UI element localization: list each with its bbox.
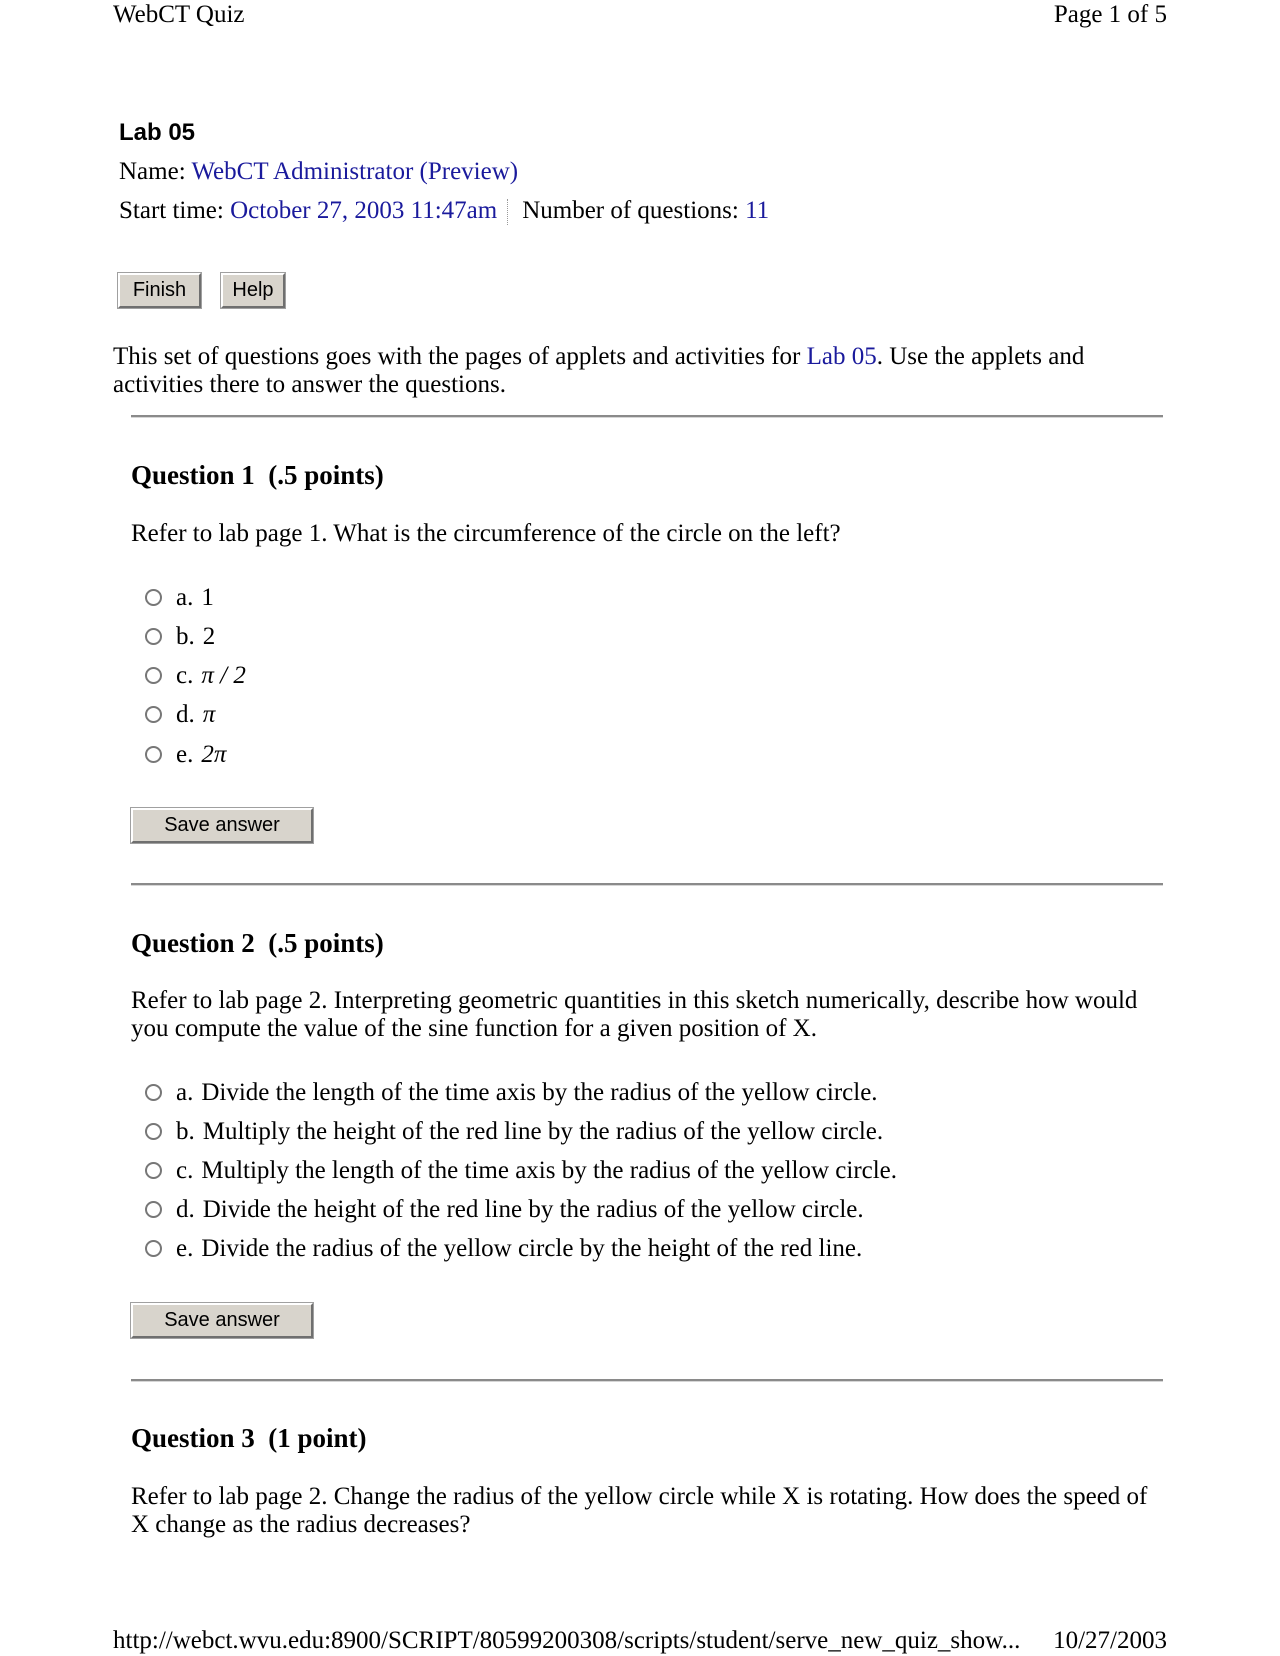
radio-button[interactable] [145,589,162,606]
start-time-line [119,196,769,226]
name-label: Name: [119,158,186,185]
choice-text: π / 2 [201,662,246,689]
question-count-value: 11 [745,197,770,224]
divider [131,883,1163,886]
radio-button[interactable] [145,1201,162,1218]
choice-letter: c. [176,1157,194,1184]
help-button[interactable]: Help [221,273,285,308]
name-value: WebCT Administrator (Preview) [191,158,519,185]
radio-button[interactable] [145,746,162,763]
print-header-title: WebCT Quiz [113,1,245,28]
choice-letter: b. [176,1118,195,1145]
question-3-heading: Question 3 (1 point) [131,1423,367,1453]
choice-text: 2 [202,623,216,650]
choice-text: Multiply the height of the red line by the radius of the yellow circle. [202,1118,884,1145]
question-2-choice-a[interactable] [145,1078,878,1108]
choice-letter: e. [176,741,194,768]
choice-letter: d. [176,701,195,728]
choice-text: Multiply the length of the time axis by the radius of the yellow circle. [201,1157,898,1184]
choice-text: 2π [201,741,227,768]
choice-letter: b. [176,623,195,650]
print-footer-url: http://webct.wvu.edu:8900/SCRIPT/80599200308/scripts/student/serve_new_quiz_show... [113,1627,1021,1654]
student-name-line [119,157,518,187]
choice-text: Divide the radius of the yellow circle by the height of the red line. [201,1235,863,1262]
question-2-choice-c[interactable] [145,1156,897,1186]
question-1-choice-a[interactable] [145,583,214,613]
quiz-title: Lab 05 [119,119,196,146]
question-2-choice-e[interactable] [145,1234,862,1264]
radio-button[interactable] [145,1162,162,1179]
question-2-text: Refer to lab page 2. Interpreting geometric quantities in this sketch numerically, describe how would you compute the value of the sine function for a given position of X. [131,987,1138,1042]
radio-button[interactable] [145,628,162,645]
choice-text: Divide the length of the time axis by the radius of the yellow circle. [201,1079,878,1106]
question-1-choice-b[interactable] [145,622,215,652]
choice-text: π [202,701,216,728]
divider [131,1379,1163,1382]
finish-button[interactable]: Finish [118,273,201,308]
instructions-text-after: . Use the applets and activities there to answer the questions. [113,343,1085,398]
question-2-save-answer-button[interactable]: Save answer [131,1303,313,1338]
choice-text: Divide the height of the red line by the radius of the yellow circle. [202,1196,864,1223]
question-count-label: Number of questions: [522,197,739,224]
question-2-choice-b[interactable] [145,1117,883,1147]
lab-05-link[interactable]: Lab 05 [806,343,877,370]
divider [131,415,1163,418]
print-header-page-number: Page 1 of 5 [1053,1,1167,28]
choice-letter: d. [176,1196,195,1223]
print-footer-date: 10/27/2003 [1053,1627,1167,1654]
choice-letter: a. [176,1079,194,1106]
radio-button[interactable] [145,667,162,684]
question-3-text: Refer to lab page 2. Change the radius of the yellow circle while X is rotating. How does the speed of X change as the radius decreases? [131,1483,1148,1538]
radio-button[interactable] [145,706,162,723]
question-2-heading: Question 2 (.5 points) [131,928,384,958]
question-1-save-answer-button[interactable]: Save answer [131,808,313,843]
start-time-value: October 27, 2003 11:47am [230,197,498,224]
start-time-label: Start time: [119,197,224,224]
choice-letter: a. [176,584,194,611]
radio-button[interactable] [145,1240,162,1257]
choice-letter: c. [176,662,194,689]
question-1-text: Refer to lab page 1. What is the circumference of the circle on the left? [131,520,841,547]
question-1-heading: Question 1 (.5 points) [131,460,384,490]
choice-letter: e. [176,1235,194,1262]
question-2-choice-d[interactable] [145,1195,864,1225]
info-separator [507,199,508,225]
radio-button[interactable] [145,1123,162,1140]
quiz-instructions [113,343,1173,399]
question-1-choice-c[interactable] [145,661,246,691]
choice-text: 1 [201,584,214,611]
instructions-text-before: This set of questions goes with the pages of applets and activities for [113,343,807,370]
question-1-choice-e[interactable] [145,740,226,770]
question-1-choice-d[interactable] [145,700,215,730]
radio-button[interactable] [145,1084,162,1101]
